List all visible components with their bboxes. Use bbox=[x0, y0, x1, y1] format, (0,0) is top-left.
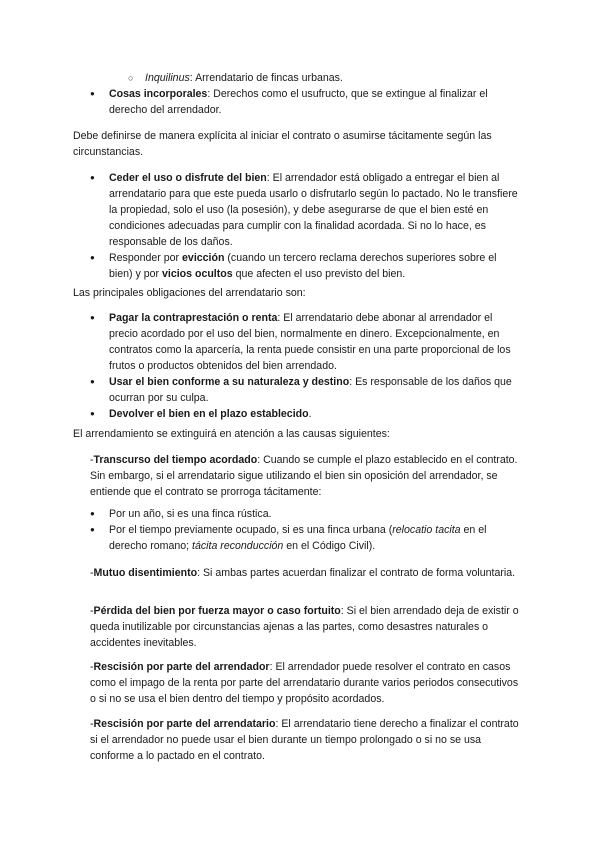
arrendador-obligations-list bbox=[90, 170, 520, 282]
list-item: ● Usar el bien conforme a su naturaleza y destino: Es responsable de los daños que ocurran por su culpa. bbox=[90, 374, 520, 406]
paragraph-define: Debe definirse de manera explícita al iniciar el contrato o asumirse tácitamente según las circunstancias. bbox=[73, 130, 492, 158]
list-item: ● Devolver el bien en el plazo establecido. bbox=[90, 406, 520, 422]
cause-perdida: -Pérdida del bien por fuerza mayor o caso fortuito: Si el bien arrendado deja de existir o queda inutilizable por circunstancias ajenas a las partes, como desastres naturales o accidentes inevitables. bbox=[90, 605, 519, 649]
cause-rescision-arrendatario: -Rescisión por parte del arrendatario: El arrendatario tiene derecho a finalizar el contrato si el arrendador no puede usar el bien durante un tiempo prolongado o si no se usa conforme a lo pactado en el contrato. bbox=[90, 718, 519, 762]
cause-mutuo: -Mutuo disentimiento: Si ambas partes acuerdan finalizar el contrato de forma voluntaria. bbox=[90, 567, 516, 579]
list-item: ● Por el tiempo previamente ocupado, si es una finca urbana (relocatio tacita en el derecho romano; tácita reconducción en el Código Civil). bbox=[90, 522, 520, 554]
sub-item-term: Inquilinus bbox=[145, 72, 190, 84]
top-bullet-list bbox=[90, 86, 520, 118]
list-item: ● Por un año, si es una finca rústica. bbox=[90, 506, 520, 522]
list-item: ● Responder por evicción (cuando un tercero reclama derechos superiores sobre el bien) y por vicios ocultos que afecten el uso previsto del bien. bbox=[90, 250, 520, 282]
cause-rescision-arrendador: -Rescisión por parte del arrendador: El arrendador puede resolver el contrato en casos como el impago de la renta por parte del arrendatario durante varios periodos consecutivos o si no se usa el bien dentro del tiempo y propósito acordados. bbox=[90, 661, 519, 705]
list-item: ● Ceder el uso o disfrute del bien: El arrendador está obligado a entregar el bien al arrendatario para que este pueda usarlo o disfrutarlo según lo pactado. No le transfiere la propiedad, solo el uso (la posesión), y debe asegurarse de que el bien esté en condiciones adecuadas para cumplir con la finalidad acordada. Si no lo hace, es responsable de los daños. bbox=[90, 170, 520, 250]
sub-item-text: : Arrendatario de fincas urbanas. bbox=[189, 72, 343, 84]
paragraph-arrendatario: Las principales obligaciones del arrendatario son: bbox=[73, 287, 306, 299]
sub-list-item bbox=[128, 70, 548, 86]
list-item: ● Cosas incorporales: Derechos como el usufructo, que se extingue al finalizar el derecho del arrendador. bbox=[90, 86, 520, 118]
prorroga-list bbox=[90, 506, 520, 554]
paragraph-extincion: El arrendamiento se extinguirá en atención a las causas siguientes: bbox=[73, 428, 390, 440]
arrendatario-obligations-list bbox=[90, 310, 520, 422]
list-item: ● Pagar la contraprestación o renta: El arrendatario debe abonar al arrendador el precio acordado por el uso del bien, normalmente en dinero. Excepcionalmente, en contratos como la aparcería, la renta puede consistir en una parte proporcional de los frutos o productos obtenidos del bien arrendado. bbox=[90, 310, 520, 374]
circle-bullet-icon: ○ bbox=[128, 73, 134, 83]
cause-transcurso: -Transcurso del tiempo acordado: Cuando se cumple el plazo establecido en el contrato. Sin embargo, si el arrendatario sigue utilizando el bien sin oposición del arrendador, se entiende que el contrato se prorroga tácitamente: bbox=[90, 454, 518, 498]
